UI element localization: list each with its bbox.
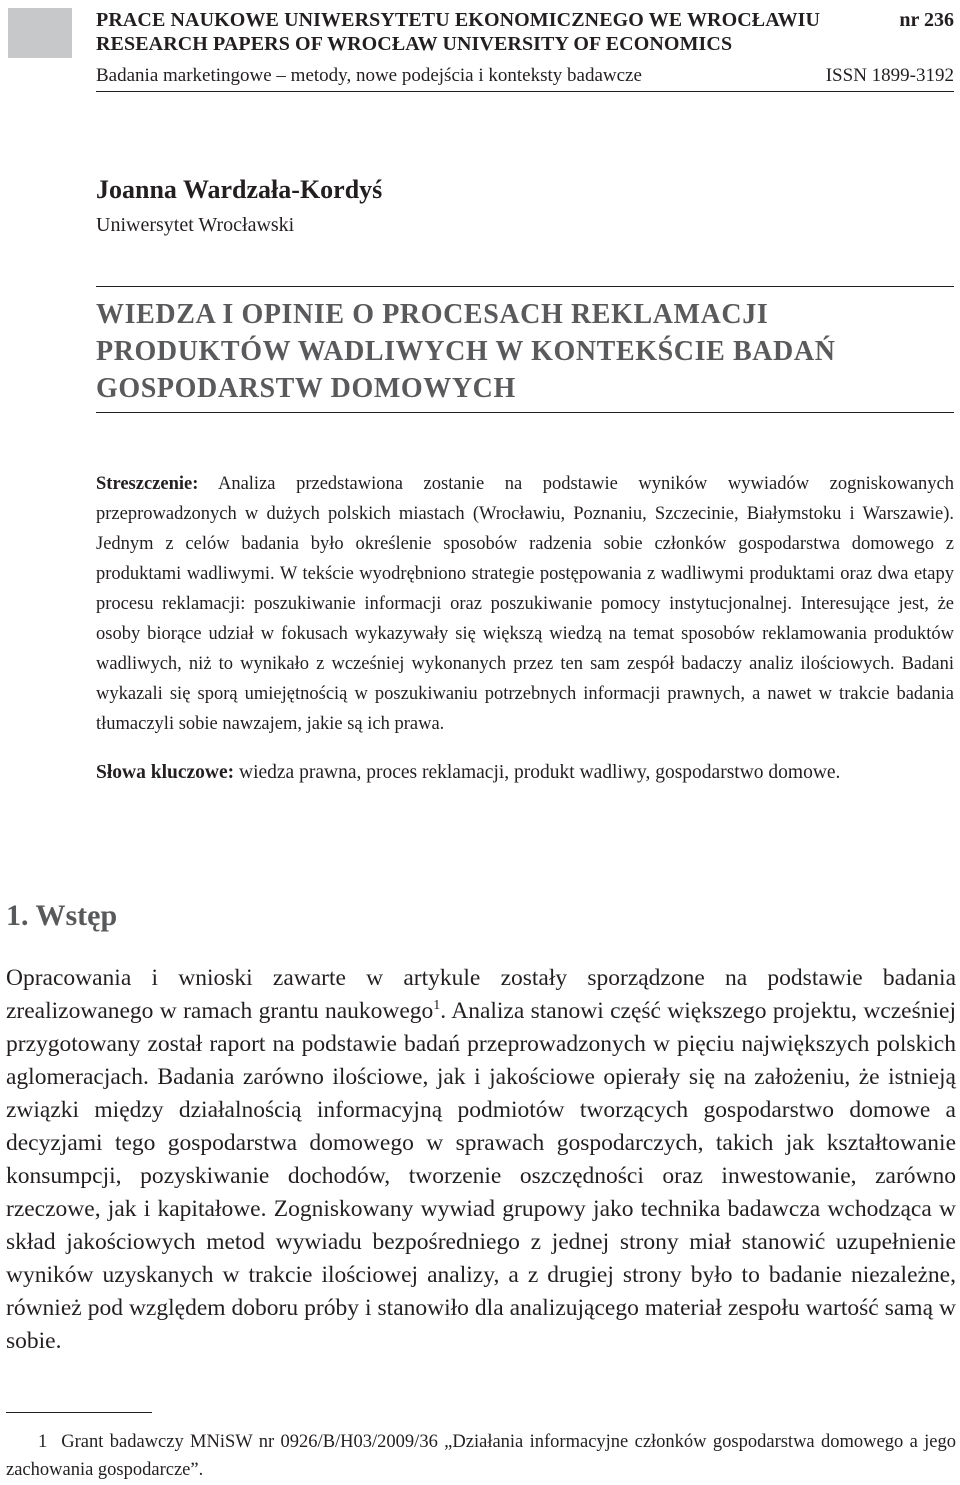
author-name: Joanna Wardzała-Kordyś <box>96 175 383 204</box>
keywords-text: wiedza prawna, proces reklamacji, produkt wadliwy, gospodarstwo domowe. <box>234 762 841 783</box>
title-rule-top <box>96 286 954 287</box>
section-heading: 1. Wstęp <box>6 899 118 932</box>
article-title-line: GOSPODARSTW DOMOWYCH <box>96 373 516 404</box>
article-title <box>96 296 956 407</box>
footnote-rule <box>6 1412 152 1413</box>
footnote-reference[interactable]: 1 <box>433 998 441 1014</box>
body-text-part: Opracowania i wnioski zawarte w artykule zostały sporządzone na podstawie badania zrealizowanego w ramach grantu naukowego <box>6 965 956 1024</box>
body-text-part: . Analiza stanowi część większego projektu, wcześniej przygotowany został raport na podstawie badań przeprowadzonych w pięciu największych polskich aglomeracjach. Badania zarówno ilościowe, jak i jakościowe opierały się na założeniu, że istnieją związki między działalnością informacyjną podmiotów tworzących gospodarstwo domowe a decyzjami tego gospodarstwa domowego w sprawach gospodarczych, takich jak kształtowanie konsumpcji, pozyskiwanie dochodów, tworzenie oszczędności oraz inwestowanie, zarówno rzeczowe, jak i kapitałowe. Zogniskowany wywiad grupowy jako technika badawcza wchodząca w skład jakościowych metod wywiadu bezpośredniego z jednej strony miał stanowić uzupełnienie wyników uzyskanych w trakcie ilościowej analizy, a z drugiej strony było to badanie niezależne, również pod względem doboru próby i stanowiło dla analizującego materiał zespołu wartość samą w sobie. <box>6 998 956 1354</box>
series-title-en: RESEARCH PAPERS OF WROCŁAW UNIVERSITY OF ECONOMICS <box>96 33 733 55</box>
header-rule <box>96 91 954 92</box>
series-number: nr 236 <box>899 9 954 31</box>
series-title-pl: PRACE NAUKOWE UNIWERSYTETU EKONOMICZNEGO WE WROCŁAWIU <box>96 9 821 31</box>
author-affiliation: Uniwersytet Wrocławski <box>96 214 295 236</box>
abstract-text: Analiza przedstawiona zostanie na podstawie wyników wywiadów zogniskowanych przeprowadzonych w dużych polskich miastach (Wrocławiu, Poznaniu, Szczecinie, Białymstoku i Warszawie). Jednym z celów badania było określenie sposobów radzenia sobie członków gospodarstwa domowego z produktami wadliwymi. W tekście wyodrębniono strategie postępowania z wadliwymi produktami oraz dwa etapy procesu reklamacji: poszukiwanie informacji oraz poszukiwanie pomocy instytucjonalnej. Interesujące jest, że osoby biorące udział w fokusach wykazywały się większą wiedzą na temat sposobów reklamowania produktów wadliwych, niż to wynikało z wcześniej wykonanych przez ten sam zespół badaczy analiz ilościowych. Badani wykazali się sporą umiejętnością w poszukiwaniu potrzebnych informacji prawnych, a nawet w trakcie badania tłumaczyli sobie nawzajem, jakie są ich prawa. <box>96 474 954 734</box>
keywords <box>96 758 954 788</box>
series-title <box>96 8 956 56</box>
abstract <box>96 469 954 739</box>
volume-title: Badania marketingowe – metody, nowe podejścia i konteksty badawcze <box>96 65 642 86</box>
title-rule-bottom <box>96 412 954 413</box>
article-title-line: PRODUKTÓW WADLIWYCH W KONTEKŚCIE BADAŃ <box>96 336 836 367</box>
article-title-line: WIEDZA I OPINIE O PROCESACH REKLAMACJI <box>96 299 769 330</box>
keywords-label: Słowa kluczowe: <box>96 762 235 783</box>
body-paragraph <box>6 962 956 1358</box>
volume-row <box>96 64 954 88</box>
header-gray-box <box>8 8 72 58</box>
footnote <box>6 1428 956 1484</box>
footnote-text: Grant badawczy MNiSW nr 0926/B/H03/2009/36 „Działania informacyjne członków gospodarstwa domowego a jego zachowania gospodarcze”. <box>6 1432 956 1480</box>
abstract-label: Streszczenie: <box>96 474 199 494</box>
issn: ISSN 1899-3192 <box>825 65 954 86</box>
footnote-mark: 1 <box>38 1432 48 1452</box>
